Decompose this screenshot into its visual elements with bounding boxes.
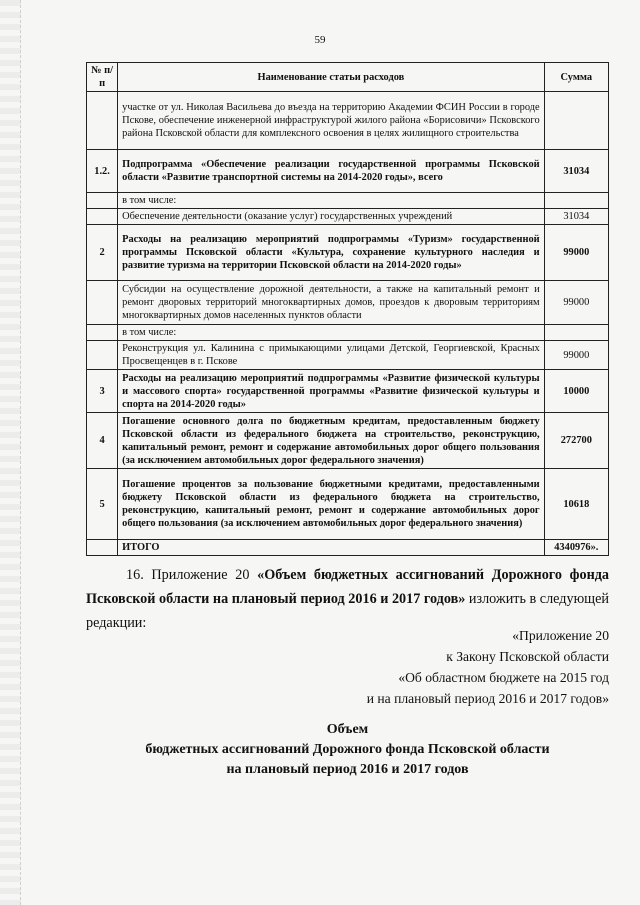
row-name-cell: ИТОГО: [118, 540, 545, 556]
table-row: [87, 413, 609, 469]
row-number-cell: 4: [87, 413, 118, 469]
row-number-cell: [87, 193, 118, 209]
appendix-line-2: к Закону Псковской области: [446, 649, 609, 664]
appendix-line-4: и на плановый период 2016 и 2017 годов»: [366, 691, 609, 706]
row-sum-cell: 272700: [544, 413, 608, 469]
row-name-cell: Погашение процентов за пользование бюджетными кредитами, предоставленными бюджету Псковской области из федерального бюджета на строительство, реконструкцию, капитальный ремонт, ремонт и содержание автомобильных дорог общего пользования (за исключением автомобильных дорог федерального значения): [118, 469, 545, 540]
paragraph-text-before: Приложение 20: [151, 567, 250, 583]
header-name: Наименование статьи расходов: [118, 63, 545, 92]
row-number-cell: 3: [87, 370, 118, 413]
row-sum-cell: 99000: [544, 225, 608, 281]
table-row: [87, 325, 609, 341]
row-sum-cell: 10000: [544, 370, 608, 413]
row-number-cell: 2: [87, 225, 118, 281]
row-name-cell: Субсидии на осуществление дорожной деятельности, а также на капитальный ремонт и ремонт дворовых территорий многоквартирных домов, проездов к дворовым территориям многоквартирных домов населенных пунктов области: [118, 281, 545, 325]
title-line-2: бюджетных ассигнований Дорожного фонда Псковской области: [145, 742, 550, 757]
appendix-line-3: «Об областном бюджете на 2015 год: [398, 670, 609, 685]
row-name-cell: участке от ул. Николая Васильева до въезда на территорию Академии ФСИН России в городе Пскове, обеспечение инженерной инфраструктурой жилого района «Борисовичи» Псковского района Псковской области для комплексного освоения в целях жилищного строительства: [118, 92, 545, 150]
table-row: [87, 469, 609, 540]
row-name-cell: в том числе:: [118, 193, 545, 209]
row-sum-cell: 31034: [544, 150, 608, 193]
row-number-cell: [87, 209, 118, 225]
row-sum-cell: [544, 325, 608, 341]
row-number-cell: 5: [87, 469, 118, 540]
row-sum-cell: 4340976».: [544, 540, 608, 556]
header-num: № п/п: [87, 63, 118, 92]
document-title: [86, 720, 609, 780]
row-name-cell: Погашение основного долга по бюджетным кредитам, предоставленным бюджету Псковской области из федерального бюджета на строительство, реконструкцию, капитальный ремонт, ремонт и содержание автомобильных дорог общего пользования (за исключением автомобильных дорог федерального значения): [118, 413, 545, 469]
header-sum: Сумма: [544, 63, 608, 92]
row-name-cell: Реконструкция ул. Калинина с примыкающими улицами Детской, Георгиевской, Красных Просвещенцев в г. Пскове: [118, 341, 545, 370]
budget-table: [86, 62, 609, 556]
table-row: [87, 150, 609, 193]
row-name-cell: Подпрограмма «Обеспечение реализации государственной программы Псковской области «Развитие транспортной системы на 2014-2020 годы», всего: [118, 150, 545, 193]
row-name-cell: Обеспечение деятельности (оказание услуг) государственных учреждений: [118, 209, 545, 225]
row-number-cell: [87, 540, 118, 556]
row-sum-cell: 10618: [544, 469, 608, 540]
appendix-line-1: «Приложение 20: [512, 628, 609, 643]
scan-binding-edge: [0, 0, 21, 905]
table-body: [87, 92, 609, 556]
row-name-cell: Расходы на реализацию мероприятий подпрограммы «Развитие физической культуры и массового спорта» государственной программы «Развитие физической культуры и спорта на 2014-2020 годы»: [118, 370, 545, 413]
table-row: [87, 281, 609, 325]
table-row: [87, 225, 609, 281]
row-sum-cell: [544, 193, 608, 209]
row-name-cell: в том числе:: [118, 325, 545, 341]
paragraph-bold-title: «Объем бюджетных ассигнований Дорожного фонда Псковской области на плановый период 2016 и 2017 годов»: [86, 567, 610, 607]
table-row: [87, 92, 609, 150]
row-number-cell: [87, 281, 118, 325]
row-name-cell: Расходы на реализацию мероприятий подпрограммы «Туризм» государственной программы Псковской области «Культура, сохранение культурного наследия и развитие туризма на территории Псковской области на 2014-2020 годы»: [118, 225, 545, 281]
table-row: [87, 370, 609, 413]
row-number-cell: [87, 341, 118, 370]
row-sum-cell: [544, 92, 608, 150]
page-number: 59: [314, 34, 326, 46]
row-sum-cell: 31034: [544, 209, 608, 225]
title-line-1: Объем: [326, 722, 369, 737]
paragraph-text-after: изложить в следующей редакции:: [86, 591, 609, 631]
table-row: [87, 341, 609, 370]
row-number-cell: 1.2.: [87, 150, 118, 193]
title-line-3: на плановый период 2016 и 2017 годов: [226, 762, 469, 777]
table-row: [87, 193, 609, 209]
table-row: [87, 209, 609, 225]
row-sum-cell: 99000: [544, 281, 608, 325]
row-number-cell: [87, 325, 118, 341]
table-row: [87, 540, 609, 556]
row-sum-cell: 99000: [544, 341, 608, 370]
row-number-cell: [87, 92, 118, 150]
appendix-header: [367, 625, 609, 709]
paragraph-number: 16.: [126, 567, 144, 583]
table-header-row: [87, 63, 609, 92]
